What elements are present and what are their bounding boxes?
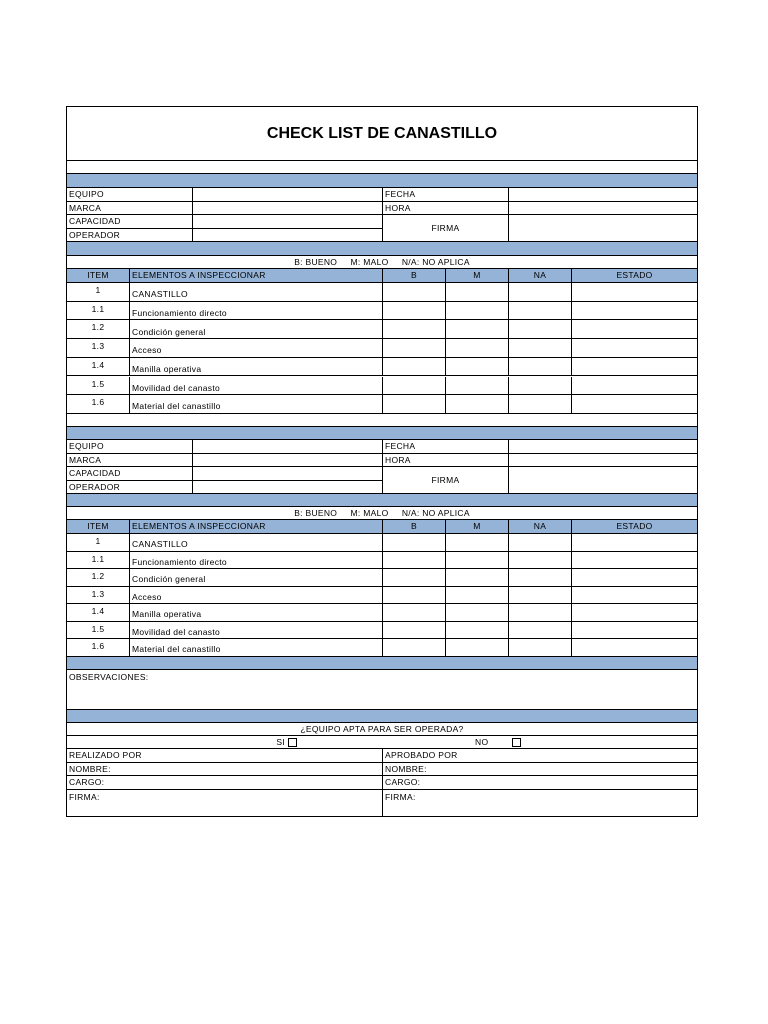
na-cell[interactable] [509,604,572,621]
na-cell[interactable] [509,302,572,320]
marca-label: MARCA [67,454,193,466]
table-row [67,534,697,552]
na-cell[interactable] [509,377,572,395]
item-label: Funcionamiento directo [130,552,383,569]
b-header: B [383,520,446,533]
aprobado-label: APROBADO POR [385,750,458,761]
estado-cell[interactable] [572,395,697,413]
m-cell[interactable] [446,283,509,301]
estado-cell[interactable] [572,569,697,586]
firma-label: FIRMA [383,467,509,493]
estado-cell[interactable] [572,622,697,639]
header-row-marca-2 [67,454,697,467]
table-row [67,339,697,358]
equipo-field[interactable] [193,440,383,453]
item-label: Manilla operativa [130,604,383,621]
nombre-field-right[interactable]: NOMBRE: [385,763,427,774]
item-number: 1.5 [67,377,130,395]
band-row [67,427,697,440]
operador-label: OPERADOR [67,481,193,494]
m-cell[interactable] [446,587,509,604]
band-row [67,174,697,188]
estado-cell[interactable] [572,358,697,376]
equipo-label: EQUIPO [67,440,193,453]
spacer-row [67,414,697,427]
b-cell[interactable] [383,395,446,413]
b-cell[interactable] [383,569,446,586]
table-row [67,283,697,302]
header-row-equipo-2 [67,440,697,454]
operador-field[interactable] [193,229,383,242]
table-row [67,395,697,414]
na-cell[interactable] [509,320,572,338]
fecha-label: FECHA [383,440,509,453]
item-number: 1.2 [67,569,130,586]
m-header: M [446,269,509,282]
item-label: Acceso [130,339,383,357]
marca-field[interactable] [193,202,383,214]
realizado-label: REALIZADO POR [67,749,383,762]
estado-cell[interactable] [572,604,697,621]
estado-cell[interactable] [572,283,697,301]
item-header: ITEM [67,269,130,282]
band-row [67,710,697,723]
na-cell[interactable] [509,395,572,413]
item-label: Material del canastillo [130,395,383,413]
table-row [67,622,697,640]
item-number: 1.6 [67,639,130,656]
m-cell[interactable] [446,377,509,395]
b-cell[interactable] [383,622,446,639]
table-row [67,358,697,377]
equipo-field[interactable] [193,188,383,201]
na-cell[interactable] [509,358,572,376]
item-number: 1 [67,283,130,301]
item-number: 1.5 [67,622,130,639]
no-option[interactable] [383,736,697,748]
table-row [67,587,697,605]
hora-field[interactable] [509,202,697,214]
b-cell[interactable] [383,639,446,656]
legend-text: B: BUENO M: MALO N/A: NO APLICA [294,507,470,518]
b-cell[interactable] [383,283,446,301]
item-number: 1.1 [67,302,130,320]
na-cell[interactable] [509,639,572,656]
item-number: 1 [67,534,130,551]
m-cell[interactable] [446,339,509,357]
firma-field-left[interactable]: FIRMA: [67,790,383,816]
footer-row-nombre [67,763,697,776]
na-cell[interactable] [509,569,572,586]
table-row [67,639,697,657]
si-checkbox[interactable] [288,738,297,747]
firma-field-right[interactable]: FIRMA: [385,792,416,802]
b-cell[interactable] [383,302,446,320]
m-cell[interactable] [446,358,509,376]
item-header: ITEM [67,520,130,533]
m-cell[interactable] [446,552,509,569]
marca-field[interactable] [193,454,383,466]
observaciones-label: OBSERVACIONES: [69,672,149,682]
footer-row-firma [67,790,697,816]
item-label: Acceso [130,587,383,604]
b-cell[interactable] [383,320,446,338]
b-cell[interactable] [383,377,446,395]
hora-label: HORA [383,202,509,214]
m-cell[interactable] [446,569,509,586]
m-cell[interactable] [446,622,509,639]
checklist-form [66,106,698,817]
m-cell[interactable] [446,302,509,320]
table-row [67,302,697,321]
estado-cell[interactable] [572,377,697,395]
m-header: M [446,520,509,533]
m-cell[interactable] [446,639,509,656]
page-title: CHECK LIST DE CANASTILLO [266,124,498,142]
na-header: NA [509,269,572,282]
b-cell[interactable] [383,552,446,569]
b-header: B [383,269,446,282]
m-cell[interactable] [446,604,509,621]
estado-cell[interactable] [572,320,697,338]
question-row [67,723,697,736]
item-label: CANASTILLO [130,534,383,551]
table-row [67,377,697,396]
firma-field[interactable] [509,467,697,493]
table-row [67,569,697,587]
item-label: Material del canastillo [130,639,383,656]
firma-label: FIRMA [383,215,509,241]
header-row-marca [67,202,697,215]
estado-cell[interactable] [572,639,697,656]
item-label: Movilidad del canasto [130,377,383,395]
b-cell[interactable] [383,604,446,621]
header-row-capacidad-operador [67,215,697,242]
band-row [67,657,697,670]
band-row [67,242,697,256]
operador-label: OPERADOR [67,229,193,242]
na-cell[interactable] [509,283,572,301]
nombre-field-left[interactable]: NOMBRE: [67,763,383,775]
table-row [67,320,697,339]
question-text: ¿EQUIPO APTA PARA SER OPERADA? [300,723,464,734]
header-row-equipo [67,188,697,202]
elementos-header: ELEMENTOS A INSPECCIONAR [130,269,383,282]
si-option[interactable] [67,736,383,748]
table-row [67,552,697,570]
observaciones-row[interactable] [67,670,697,710]
na-header: NA [509,520,572,533]
cargo-field-right[interactable]: CARGO: [385,777,421,788]
estado-cell[interactable] [572,339,697,357]
item-label: Funcionamiento directo [130,302,383,320]
b-cell[interactable] [383,587,446,604]
item-label: Manilla operativa [130,358,383,376]
table-head-row [67,269,697,283]
estado-header: ESTADO [616,521,653,532]
si-label: SI [276,736,285,747]
table-row [67,604,697,622]
elementos-header: ELEMENTOS A INSPECCIONAR [130,520,383,533]
legend-text: B: BUENO M: MALO N/A: NO APLICA [294,256,470,267]
spacer-row [67,161,697,174]
si-no-row [67,736,697,749]
item-number: 1.3 [67,587,130,604]
fecha-label: FECHA [383,188,509,201]
b-cell[interactable] [383,358,446,376]
na-cell[interactable] [509,587,572,604]
legend-row [67,256,697,269]
na-cell[interactable] [509,622,572,639]
item-number: 1.3 [67,339,130,357]
item-number: 1.4 [67,358,130,376]
m-cell[interactable] [446,395,509,413]
na-cell[interactable] [509,339,572,357]
capacidad-field[interactable] [193,467,383,481]
cargo-field-left[interactable]: CARGO: [67,776,383,789]
firma-field[interactable] [509,215,697,241]
hora-label: HORA [383,454,509,466]
b-cell[interactable] [383,339,446,357]
marca-label: MARCA [67,202,193,214]
b-cell[interactable] [383,534,446,551]
header-row-capacidad-operador-2 [67,467,697,494]
capacidad-label: CAPACIDAD [67,467,193,481]
no-checkbox[interactable] [512,738,521,747]
estado-cell[interactable] [572,587,697,604]
item-number: 1.6 [67,395,130,413]
footer-row-realizado [67,749,697,763]
estado-cell[interactable] [572,552,697,569]
item-label: Movilidad del canasto [130,622,383,639]
item-label: Condición general [130,320,383,338]
item-label: CANASTILLO [130,283,383,301]
item-number: 1.2 [67,320,130,338]
estado-cell[interactable] [572,534,697,551]
equipo-label: EQUIPO [67,188,193,201]
hora-field[interactable] [509,454,697,466]
m-cell[interactable] [446,320,509,338]
legend-row-2 [67,507,697,520]
fecha-field[interactable] [509,440,697,453]
na-cell[interactable] [509,552,572,569]
item-label: Condición general [130,569,383,586]
capacidad-label: CAPACIDAD [67,215,193,229]
operador-field[interactable] [193,481,383,494]
item-number: 1.4 [67,604,130,621]
no-label: NO [475,736,489,747]
m-cell[interactable] [446,534,509,551]
item-number: 1.1 [67,552,130,569]
footer-row-cargo [67,776,697,790]
band-row [67,494,697,507]
capacidad-field[interactable] [193,215,383,229]
estado-header: ESTADO [616,270,653,281]
table-head-row-2 [67,520,697,534]
estado-cell[interactable] [572,302,697,320]
na-cell[interactable] [509,534,572,551]
fecha-field[interactable] [509,188,697,201]
title-row [67,107,697,161]
